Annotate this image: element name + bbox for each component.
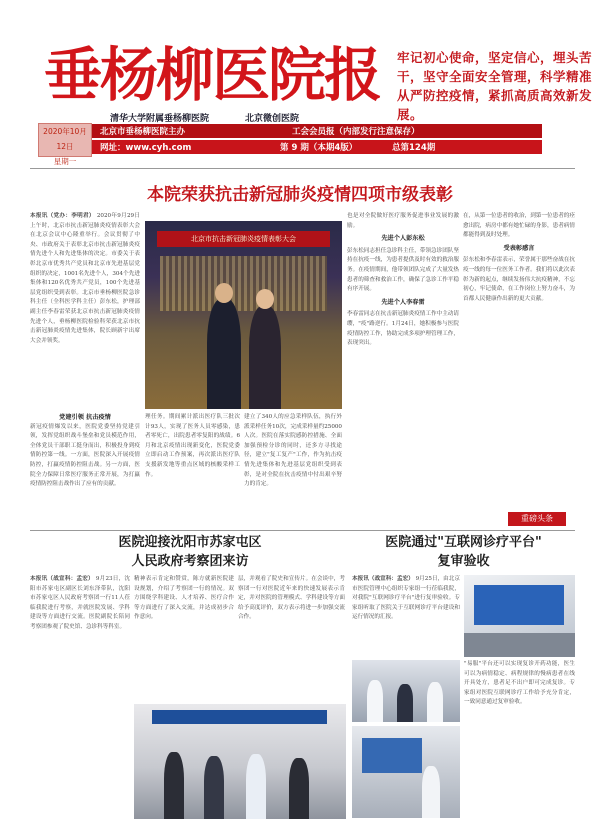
masthead-title: 垂杨柳医院报 — [44, 41, 381, 109]
date-box — [38, 123, 92, 166]
article2-col1 — [30, 575, 130, 815]
info-row-top — [92, 124, 542, 138]
article1-col1-text: 2020年9月29日上午时，北京市抗击新冠肺炎疫情表彰大会在北京会议中心隆重举行。会议贯彻了中央、市政府关于表彰北京市抗击新冠肺炎疫情先进个人和先进集体的决定。市委关于表彰北京市优秀共产党员和北京市先进基层党组织的决定，1001名先进个人，304个先进集体和120名优秀共产党员，100个先进基层党组织受到表彰。北京市垂杨柳医院急诊科主任（全科医学科主任）彭东松，护理部副主任李春雷荣获北京市抗击新冠肺炎疫情先进个人，垂杨柳医院检验科荣获北京市抗击新冠肺炎疫情先进集体，院长顾新宇出席大会并领奖。 — [30, 213, 140, 344]
article1-byline: 本报讯（党办：李明君） — [30, 213, 95, 219]
person-woman-head — [256, 289, 274, 309]
article3-col1 — [352, 575, 460, 655]
article3-col2: "易服"平台还可以实现复诊开药功能，医生可以为病情稳定、病程规律的慢病患者在线开具处方，患者足不出户即可完成复诊。专家组对医院互联网诊疗工作给予充分肯定，一致同意通过复审验收。 — [464, 661, 575, 706]
article2-headline — [30, 533, 350, 571]
article2-headline-line1: 医院迎接沈阳市苏家屯区 — [118, 535, 262, 550]
article2-col2: 精神表示肯定和赞赏，陈方就新医院建设规划，介绍了考察团一行的情况。双方围绕学科建设、人才培养、医疗合作等方面进行了深入交流，并达成初步合作意向。 — [134, 576, 234, 621]
person-man — [207, 299, 241, 409]
article3-headline-line1: 医院通过"互联网诊疗平台" — [385, 535, 542, 550]
article2-col1-text: 9月23日，沈阳市苏家屯区副区长刘东泽带队，沈阳市苏家屯区人民政府考察团一行11人莅临我院进行考察，并就医院发展、学科建设等方面进行交流。医院副院长陪同考察团参观了院史馆、急诊科等科室。 — [30, 576, 130, 630]
article1-col4 — [347, 212, 459, 504]
article1-col4b-text: 彭东松同志担任急诊科主任，带领急诊团队坚持在抗疫一线，为患者提供及时有效的救治服务。在疫情期间，他带领团队完成了大量发热患者的筛查和救治工作，确保了急诊工作平稳有序开展。 — [347, 247, 459, 293]
affiliation-left: 清华大学附属垂杨柳医院 — [110, 114, 210, 124]
affiliation-right: 北京微创医院 — [245, 114, 300, 124]
article2-headline-line2: 人民政府考察团来访 — [131, 554, 249, 569]
article2-col3: 层，并观看了院史和宣传片。在会谈中，考察团一行对医院近年来的快速发展表示肯定，并对医院的管理模式、学科建设等方面给予高度评价，双方表示将进一步加强交流合作。 — [238, 576, 345, 621]
article2-byline: 本报讯（战宣科：孟宏） — [30, 576, 94, 582]
article3-byline: 本报讯（战宣科：孟宏） — [352, 576, 414, 582]
website-link[interactable]: 网址：www.cyh.com — [100, 143, 192, 153]
section-divider — [30, 530, 575, 531]
subhead-party-leadership: 党建引领 抗击疫情 — [59, 414, 111, 421]
article1-col4a-text: 也是对全院做好医疗服务促进事业发展的激励。 — [347, 213, 459, 229]
subhead-remarks: 受表彰感言 — [503, 244, 535, 252]
article3-headline — [352, 533, 575, 571]
article1-col1b — [30, 413, 140, 503]
article3-col1-text: 9月25日，由北京市医院管理中心组织专家组一行莅临我院，对我院"互联网诊疗平台"进行复审验收。专家组听取了医院关于互联网诊疗平台建设和运行情况的汇报。 — [352, 576, 460, 621]
article1-col3: 建立了340人的应急采样队伍，执行外派采样任务10次，完成采样量约25000人次。医院在落实院感防控措施、全面加强预检分诊的同时，还多方寻找途径，建立"复工复产"工作，作为抗击疫情先进集体和先进基层党组织受到表彰，是对全院在抗击疫情中付出艰辛努力的肯定。 — [244, 414, 342, 488]
masthead-slogan: 牢记初心使命，坚定信心，埋头苦干，坚守全面安全管理，科学精准从严防控疫情，紧抓高质高效新发展。 — [397, 50, 593, 122]
doctor-figure — [246, 754, 266, 819]
visitor-figure — [204, 756, 224, 819]
doctor-figure — [427, 682, 443, 722]
person-woman — [249, 306, 281, 409]
doctor-figure — [422, 766, 440, 818]
sponsor-note: 工会会员报（内部发行注意保存） — [292, 127, 420, 137]
inspection-photo-1 — [352, 660, 460, 722]
article1-col5 — [463, 212, 575, 507]
subhead-li-chunlei: 先进个人李春雷 — [381, 298, 425, 306]
headline-tag: 重磅头条 — [508, 512, 566, 526]
inspection-photo-2 — [352, 726, 460, 818]
issue-date: 2020年10月12日 — [43, 127, 87, 151]
presentation-screen — [474, 585, 564, 625]
person-man-head — [215, 283, 233, 303]
info-row-bottom — [92, 140, 542, 154]
visitor-figure — [289, 758, 309, 819]
total-number: 总第124期 — [392, 143, 436, 153]
visitor-figure — [164, 752, 184, 819]
expert-figure — [397, 684, 413, 722]
article1-col2: 理任务。期间累计派出医疗队三批次计93人，实现了医务人员零感染，患者零死亡，出院患者零复阳的战绩。6月和北京疫情出现新变化，医院党委立即启动工作预案，再次派出医疗队支援新发地等重点区域的核酸采样工作。 — [145, 414, 240, 478]
meeting-table — [464, 633, 575, 657]
article1-col5b-text: 彭东松和李春雷表示，荣誉属于那些奋战在抗疫一线的每一位医务工作者。我们将以此次表彰为新的起点，继续发扬伟大抗疫精神，不忘初心，牢记使命，在工作岗位上努力奋斗，为首都人民健康作出新的更大贡献。 — [463, 257, 575, 302]
masthead-divider — [30, 168, 575, 169]
doctor-figure — [367, 680, 383, 722]
review-meeting-photo — [464, 575, 575, 657]
article1-col4c-text: 李春雷同志在抗击新冠肺炎疫情工作中主动请缨，"疫"路逆行。1月24日，她积极参与医院疫情防控工作，协助完成多项护理管理工作，表现突出。 — [347, 311, 459, 347]
article1-col1b-text: 新冠疫情爆发以来，医院党委坚持党建引领，发挥党组织战斗堡垒和党员模范作用，全体党员干部职工挺身而出，积极投身到疫情防控第一线。一方面，医院深入开展疫情防控，打赢疫情防控阻击战。另一方面，医院全力保障日常医疗服务正常开展，为打赢疫情防控阻击战作出了应有的贡献。 — [30, 423, 140, 488]
article1-col1 — [30, 212, 140, 410]
article1-headline: 本院荣获抗击新冠肺炎疫情四项市级表彰 — [147, 185, 453, 205]
issue-weekday: 星期一 — [53, 157, 77, 166]
photo-screen-banner — [152, 710, 327, 724]
host-org: 北京市垂杨柳医院主办 — [100, 127, 186, 137]
photo-banner: 北京市抗击新冠肺炎疫情表彰大会 — [157, 231, 330, 247]
article1-col5a-text: 在，从第一位患者的收治，到第一位患者的痊愈出院，病房中都有她忙碌的身影，患者病情都能得到及时处理。 — [463, 213, 575, 239]
delegation-photo — [134, 704, 346, 819]
info-bar — [92, 124, 542, 154]
stage-crowd — [160, 256, 327, 311]
terminal-screen — [362, 738, 422, 773]
award-ceremony-photo — [145, 221, 342, 409]
subhead-peng-dongsong: 先进个人彭东松 — [381, 235, 425, 243]
issue-number: 第 9 期（本期4版） — [280, 143, 358, 153]
article3-headline-line2: 复审验收 — [437, 554, 490, 569]
